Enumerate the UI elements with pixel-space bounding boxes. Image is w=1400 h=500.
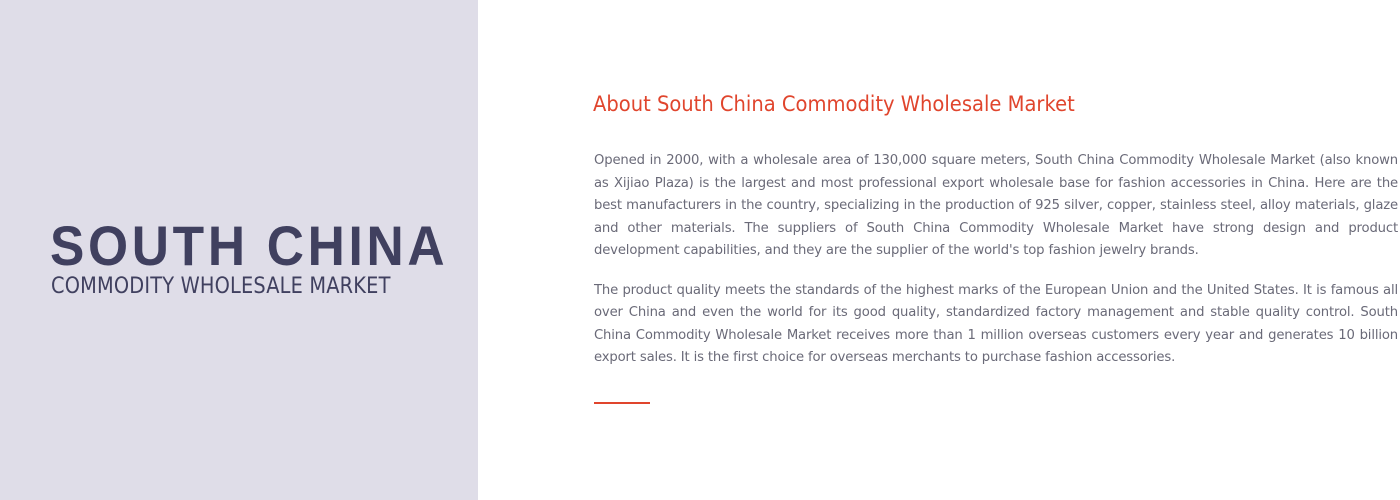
accent-divider — [594, 402, 650, 404]
brand-title: SOUTH CHINA — [50, 214, 449, 277]
about-body — [594, 150, 1398, 387]
about-content — [478, 0, 1400, 500]
brand-panel — [0, 0, 478, 500]
about-paragraph-1: Opened in 2000, with a wholesale area of 130,000 square meters, South China Commodity Wholesale Market (also known as Xijiao Plaza) is the largest and most professional export wholesale base for fashion accessories in China. Here are the best manufacturers in the country, specializing in the production of 925 silver, copper, stainless steel, alloy materials, glaze and other materials. The suppliers of South China Commodity Wholesale Market have strong design and product development capabilities, and they are the supplier of the world's top fashion jewelry brands. — [594, 153, 1398, 258]
about-heading: About South China Commodity Wholesale Market — [593, 92, 1075, 116]
about-paragraph-2: The product quality meets the standards of the highest marks of the European Union and the United States. It is famous all over China and even the world for its good quality, standardized factory management and stable quality control. South China Commodity Wholesale Market receives more than 1 million overseas customers every year and generates 10 billion export sales. It is the first choice for overseas merchants to purchase fashion accessories. — [594, 282, 1398, 365]
brand-subtitle: COMMODITY WHOLESALE MARKET — [51, 274, 391, 299]
